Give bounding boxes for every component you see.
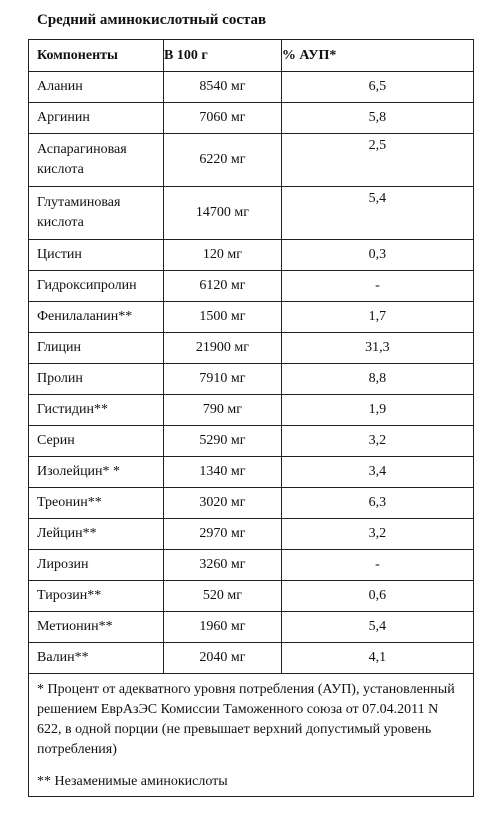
cell-amount: 2040 мг bbox=[163, 643, 281, 674]
footnote-essential: ** Незаменимые аминокислоты bbox=[37, 774, 228, 789]
footnote-aup: * Процент от адекватного уровня потребления (АУП), установленный решением ЕврАзЭС Комиссии Таможенного союза от 07.04.2011 N 622, в одной порции (не превышает верхний допустимый уровень потребления) bbox=[37, 682, 455, 757]
cell-component: Валин** bbox=[29, 643, 164, 674]
cell-aup: 4,1 bbox=[281, 643, 473, 674]
header-per-100g: В 100 г bbox=[163, 40, 281, 72]
cell-aup: 1,9 bbox=[281, 395, 473, 426]
cell-amount: 7060 мг bbox=[163, 103, 281, 134]
cell-component: Изолейцин* * bbox=[29, 457, 164, 488]
cell-aup: 1,7 bbox=[281, 302, 473, 333]
header-components: Компоненты bbox=[29, 40, 164, 72]
cell-amount: 790 мг bbox=[163, 395, 281, 426]
table-row bbox=[29, 333, 474, 364]
cell-aup: 0,3 bbox=[281, 240, 473, 271]
amino-acid-table bbox=[28, 39, 474, 674]
table-row bbox=[29, 302, 474, 333]
cell-component: Тирозин** bbox=[29, 581, 164, 612]
cell-aup: 5,4 bbox=[281, 612, 473, 643]
cell-component: Аргинин bbox=[29, 103, 164, 134]
table-row bbox=[29, 519, 474, 550]
cell-amount: 1500 мг bbox=[163, 302, 281, 333]
cell-component: Метионин** bbox=[29, 612, 164, 643]
cell-amount: 7910 мг bbox=[163, 364, 281, 395]
footnotes bbox=[28, 674, 474, 797]
cell-component: Глутаминовая кислота bbox=[29, 187, 164, 240]
cell-amount: 3260 мг bbox=[163, 550, 281, 581]
cell-component: Серин bbox=[29, 426, 164, 457]
cell-aup: 3,4 bbox=[281, 457, 473, 488]
cell-amount: 1340 мг bbox=[163, 457, 281, 488]
cell-aup: 31,3 bbox=[281, 333, 473, 364]
table-row bbox=[29, 643, 474, 674]
cell-component: Пролин bbox=[29, 364, 164, 395]
cell-aup: - bbox=[281, 550, 473, 581]
cell-amount: 120 мг bbox=[163, 240, 281, 271]
cell-amount: 520 мг bbox=[163, 581, 281, 612]
cell-aup: 5,4 bbox=[281, 187, 473, 240]
cell-component: Глицин bbox=[29, 333, 164, 364]
cell-amount: 6120 мг bbox=[163, 271, 281, 302]
table-row bbox=[29, 134, 474, 187]
cell-component: Аланин bbox=[29, 72, 164, 103]
cell-component: Лирозин bbox=[29, 550, 164, 581]
cell-aup: 3,2 bbox=[281, 426, 473, 457]
table-title: Средний аминокислотный состав bbox=[37, 12, 267, 28]
cell-component: Цистин bbox=[29, 240, 164, 271]
table-row bbox=[29, 426, 474, 457]
table-row bbox=[29, 488, 474, 519]
table-row bbox=[29, 581, 474, 612]
cell-component: Лейцин** bbox=[29, 519, 164, 550]
table-header-row bbox=[29, 40, 474, 72]
table-row bbox=[29, 395, 474, 426]
cell-component: Аспарагиновая кислота bbox=[29, 134, 164, 187]
cell-aup: - bbox=[281, 271, 473, 302]
cell-amount: 3020 мг bbox=[163, 488, 281, 519]
table-row bbox=[29, 271, 474, 302]
table-row bbox=[29, 612, 474, 643]
cell-component: Фенилаланин** bbox=[29, 302, 164, 333]
cell-aup: 8,8 bbox=[281, 364, 473, 395]
table-row bbox=[29, 103, 474, 134]
cell-amount: 5290 мг bbox=[163, 426, 281, 457]
cell-component: Гистидин** bbox=[29, 395, 164, 426]
table-row bbox=[29, 364, 474, 395]
cell-amount: 21900 мг bbox=[163, 333, 281, 364]
cell-amount: 6220 мг bbox=[163, 134, 281, 187]
table-row bbox=[29, 72, 474, 103]
cell-amount: 1960 мг bbox=[163, 612, 281, 643]
table-row bbox=[29, 457, 474, 488]
cell-amount: 14700 мг bbox=[163, 187, 281, 240]
cell-amount: 2970 мг bbox=[163, 519, 281, 550]
cell-aup: 5,8 bbox=[281, 103, 473, 134]
cell-aup: 6,5 bbox=[281, 72, 473, 103]
cell-aup: 2,5 bbox=[281, 134, 473, 187]
cell-amount: 8540 мг bbox=[163, 72, 281, 103]
cell-aup: 0,6 bbox=[281, 581, 473, 612]
cell-aup: 6,3 bbox=[281, 488, 473, 519]
cell-component: Гидроксипролин bbox=[29, 271, 164, 302]
header-percent-aup: % АУП* bbox=[281, 40, 473, 72]
table-row bbox=[29, 240, 474, 271]
cell-component: Треонин** bbox=[29, 488, 164, 519]
table-row bbox=[29, 550, 474, 581]
table-row bbox=[29, 187, 474, 240]
cell-aup: 3,2 bbox=[281, 519, 473, 550]
